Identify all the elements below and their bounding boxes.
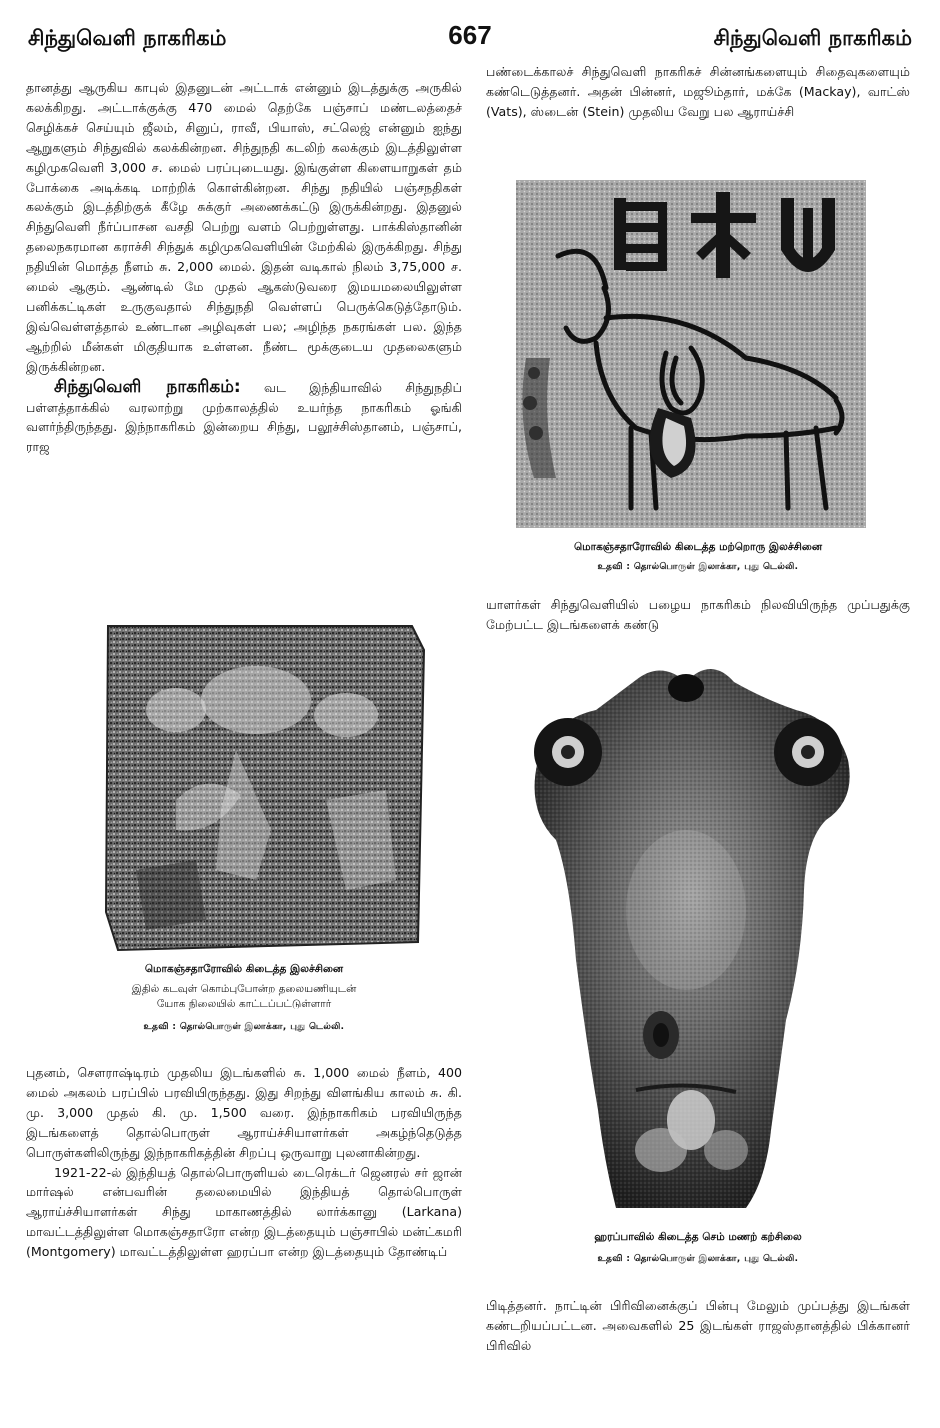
- right-column-middle: [486, 595, 910, 635]
- bull-seal-image: [486, 178, 910, 530]
- seal-caption-line-1: இதில் கடவுள் கொம்புபோன்ற தலையணியுடன்: [131, 983, 357, 995]
- bull-seal-credit: உதவி : தொல்பொருள் இலாக்கா, புது டெல்லி.: [597, 562, 799, 572]
- page-header: [28, 20, 912, 60]
- right-paragraph-2: யாளர்கள் சிந்துவெளியில் பழைய நாகரிகம் நிலவியிருந்த முப்பதுக்கு மேற்பட்ட இடங்களைக் கண்டு: [486, 597, 910, 632]
- left-paragraph-4: 1921-22-ல் இந்தியத் தொல்பொருளியல் டைரெக்டர் ஜெனரல் சர் ஜான் மார்ஷல் என்பவரின் தலைமையில் இந்தியத் தொல்பொருள் ஆராய்ச்சியாளர்கள் சிந்து மாகாணத்தில் லார்க்கானு (Larkana) மாவட்டத்திலுள்ள மொகஞ்சதாரோ என்ற இடத்தையும் பஞ்சாபில் மன்ட்கமரி (Montgomery) மாவட்டத்திலுள்ள ஹரப்பா என்ற இடத்தையும் தோண்டிப்: [26, 1164, 462, 1260]
- section-heading: சிந்துவெளி நாகரிகம்:: [54, 376, 241, 397]
- running-title-left: சிந்துவெளி நாகரிகம்: [28, 26, 227, 50]
- torso-statue-image: [486, 660, 910, 1220]
- running-title-right: சிந்துவெளி நாகரிகம்: [713, 26, 912, 50]
- seal-photo-image: [26, 620, 462, 955]
- page-number: 667: [448, 20, 492, 50]
- left-paragraph-2: வட இந்தியாவில் சிந்துநதிப் பள்ளத்தாக்கில் வரலாற்று முற்காலத்தில் உயர்ந்த நாகரிகம் ஓங்கி வளர்ந்திருந்தது. இந்நாகரிகம் இன்றைய சிந்து, பலூச்சிஸ்தானம், பஞ்சாப், ராஜ: [26, 379, 462, 455]
- bull-seal-caption: மொகஞ்சதாரோவில் கிடைத்த மற்றொரு இலச்சினை: [573, 541, 823, 553]
- left-paragraph-2-wrap: [26, 378, 462, 458]
- seal-caption-line-2: யோக நிலையில் காட்டப்பட்டுள்ளார்: [156, 998, 332, 1010]
- torso-credit: உதவி : தொல்பொருள் இலாக்கா, புது டெல்லி.: [597, 1254, 799, 1264]
- right-column-bottom: [486, 1296, 910, 1356]
- right-paragraph-3: பிடித்தனர். நாட்டின் பிரிவினைக்குப் பின்பு மேலும் முப்பத்து இடங்கள் கண்டறியப்பட்டன. அவைகளில் 25 இடங்கள் ராஜஸ்தானத்தில் பிக்கானர் பிரிவில்: [486, 1298, 910, 1353]
- right-paragraph-1: பண்டைக்காலச் சிந்துவெளி நாகரிகச் சின்னங்களையும் சிதைவுகளையும் கண்டெடுத்தனர். அதன் பின்னர், மஜூம்தார், மக்கே (Mackay), வாட்ஸ் (Vats), ஸ்டைன் (Stein) முதலிய வேறு பல ஆராய்ச்சி: [486, 64, 910, 119]
- seal-credit: உதவி : தொல்பொருள் இலாக்கா, புது டெல்லி.: [143, 1022, 345, 1032]
- figure-harappa-torso: [486, 660, 910, 1280]
- figure-seal-yogi: [26, 620, 462, 1040]
- left-paragraph-3: புதனம், சௌராஷ்டிரம் முதலிய இடங்களில் சு. 1,000 மைல் நீளம், 400 மைல் அகலம் பரப்பில் பரவியிருந்தது. இது சிறந்து விளங்கிய காலம் சு. கி. மு. 3,000 முதல் கி. மு. 1,500 வரை. இந்நாகரிகம் பரவியிருந்த இடங்களைத் தொல்பொருள் ஆராய்ச்சியாளர்கள் அகழ்ந்தெடுத்த பொருள்களிலிருந்து இந்நாகரிகத்தின் சிறப்பு ஒருவாறு புலனாகின்றது.: [26, 1065, 462, 1160]
- left-paragraph-1: தானத்து ஆருகிய காபுல் இதனுடன் அட்டாக் என்னும் இடத்துக்கு அருகில் கலக்கிறது. அட்டாக்குக்கு 470 மைல் தெற்கே பஞ்சாப் மண்டலத்தைச் செழிக்கச் செய்யும் ஜீலம், சினுப், ராவீ, பியாஸ், சட்லெஜ் என்னும் ஐந்து ஆறுகளும் சிந்துவில் கலக்கின்றன. சிந்துநதி கடலிற் கலக்கும் இடத்திலுள்ள கழிமுகவெளி 3,000 ச. மைல் பரப்புடையது. இங்குள்ள கிளையாறுகள் தம் போக்கை அடிக்கடி மாற்றிக் கொள்கின்றன. சிந்து நதியில் பஞ்சநதிகள் கலக்கும் இடத்திற்குக் கீழே சுக்குர் அணைக்கட்டு இருக்கின்றது. இதனுல் சிந்துவெளி நீர்ப்பாசன வசதி பெற்று வளம் பெற்றுள்ளது. பாக்கிஸ்தானின் தலைநகரமான கராச்சி சிந்துக் கழிமுகவெளியின் மேற்கில் இருக்கிறது. சிந்து நதியின் மொத்த நீளம் சு. 2,000 மைல். இதன் வடிகால் நிலம் 3,75,000 ச. மைல் ஆகும். ஆண்டில் மே முதல் ஆகஸ்டுவரை இமயமலையிலுள்ள பனிக்கட்டிகள் உருகுவதால் சிந்துநதி வெள்ளப் பெருக்கெடுத்தோடும். இவ்வெள்ளத்தால் உண்டான அழிவுகள் பல; அழிந்த நகரங்கள் பல. இந்த ஆற்றில் மீன்கள் மிகுதியாக உள்ளன. நீண்ட மூக்குடைய முதலைகளும் இருக்கின்றன.: [26, 80, 462, 374]
- right-column-top: [486, 62, 910, 122]
- left-column-top: [26, 78, 462, 457]
- seal-caption-title: மொகஞ்சதாரோவில் கிடைத்த இலச்சினை: [144, 963, 344, 975]
- torso-caption: ஹரப்பாவில் கிடைத்த செம் மணற் கற்சிலை: [594, 1231, 802, 1243]
- figure-bull-seal: [486, 178, 910, 583]
- left-column-bottom: [26, 1063, 462, 1262]
